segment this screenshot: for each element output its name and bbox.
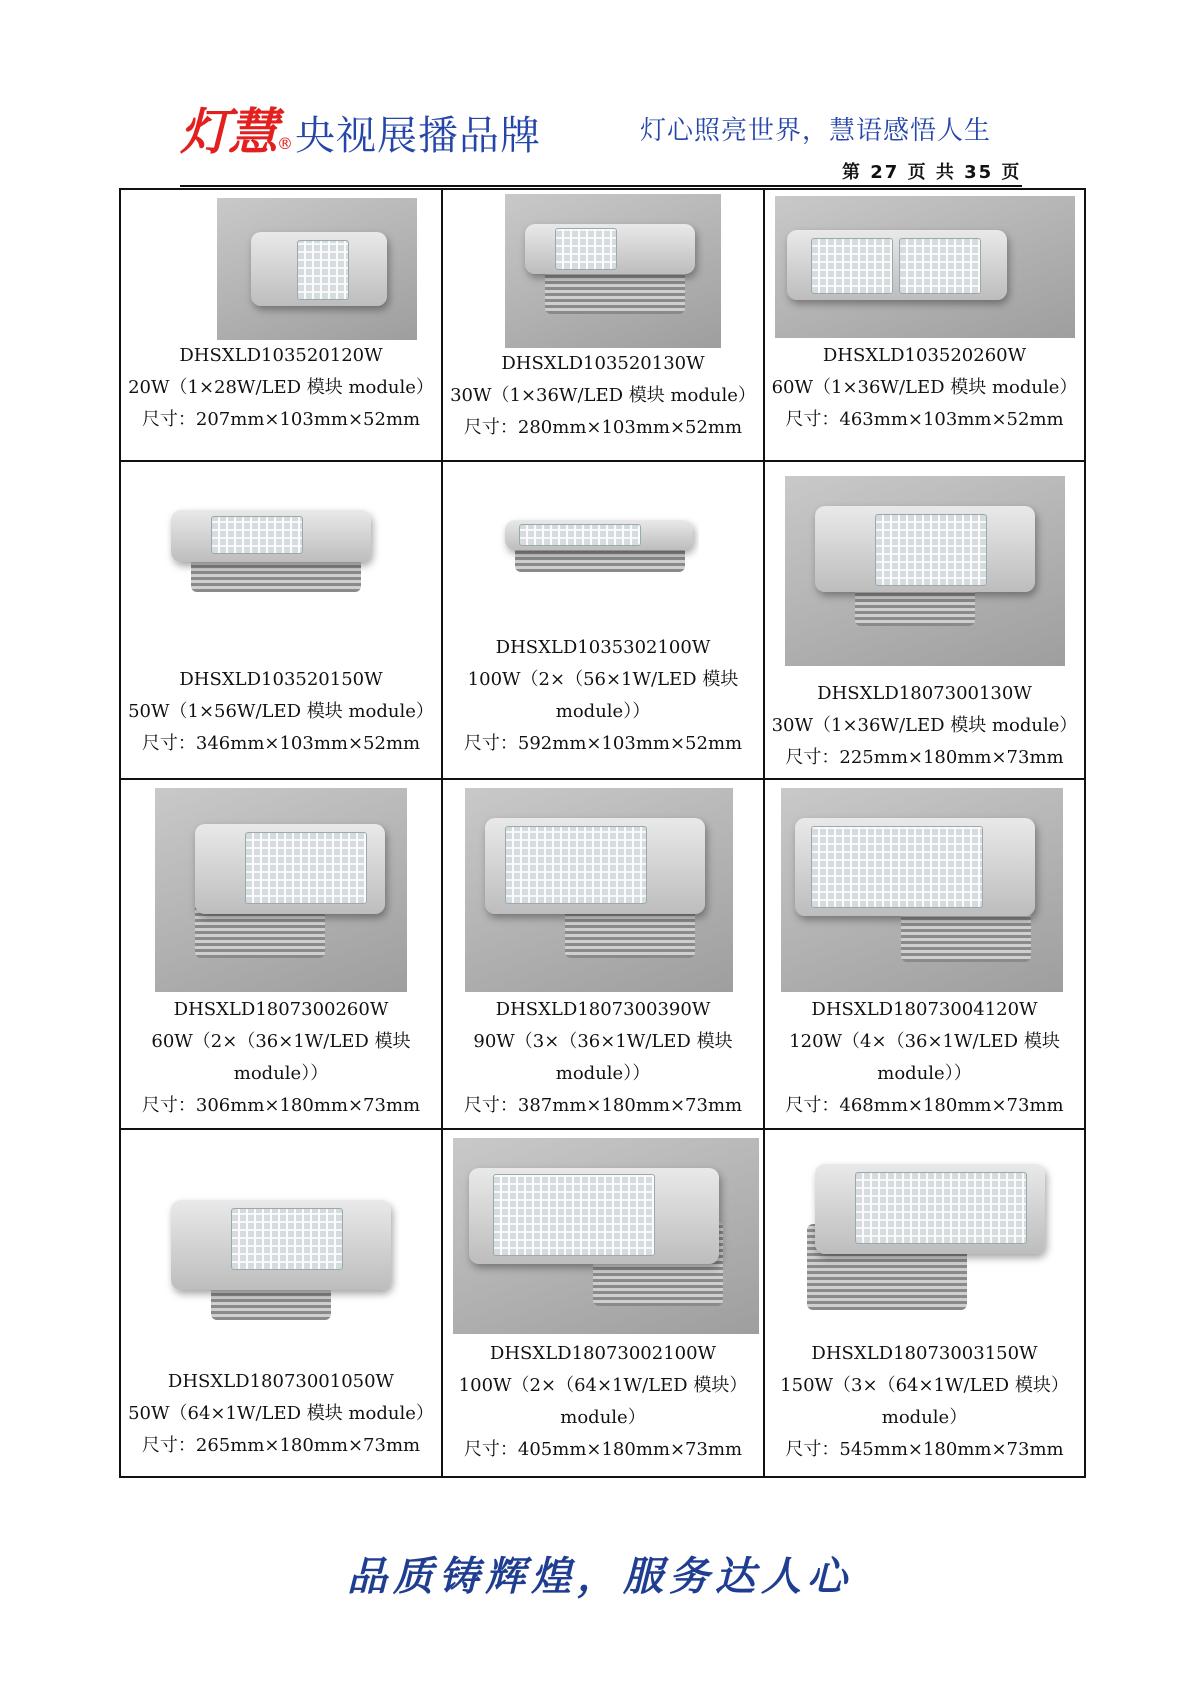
product-photo <box>795 1144 1055 1324</box>
product-model: DHSXLD1807300390W <box>495 999 711 1020</box>
product-cell <box>764 189 1085 461</box>
product-size: 尺寸：346mm×103mm×52mm <box>141 733 421 754</box>
product-photo <box>499 502 699 602</box>
brand-logo <box>180 92 541 164</box>
product-model: DHSXLD18073001050W <box>167 1371 395 1392</box>
product-photo <box>161 1170 401 1340</box>
product-power: 20W（1×28W/LED 模块 module） <box>128 377 434 398</box>
product-model: DHSXLD1807300260W <box>173 999 389 1020</box>
product-cell <box>120 1129 442 1477</box>
product-power: 100W（2×（64×1W/LED 模块）module） <box>458 1375 748 1428</box>
product-model: DHSXLD103520260W <box>822 345 1027 366</box>
product-size: 尺寸：468mm×180mm×73mm <box>785 1095 1064 1116</box>
header-slogan: 灯心照亮世界，慧语感悟人生 <box>640 116 992 146</box>
product-photo <box>161 492 381 622</box>
product-cell <box>442 461 764 779</box>
product-model: DHSXLD18073004120W <box>811 999 1038 1020</box>
product-power: 50W（1×56W/LED 模块 module） <box>128 701 434 722</box>
product-model: DHSXLD103520150W <box>179 669 383 690</box>
product-power: 120W（4×（36×1W/LED 模块 module）） <box>789 1031 1060 1084</box>
product-photo <box>505 194 721 348</box>
product-size: 尺寸：463mm×103mm×52mm <box>785 409 1064 430</box>
product-cell <box>120 779 442 1129</box>
product-table <box>119 188 1086 1478</box>
product-model: DHSXLD1035302100W <box>495 637 711 658</box>
product-photo <box>155 788 407 992</box>
product-cell <box>442 779 764 1129</box>
product-size: 尺寸：387mm×180mm×73mm <box>463 1095 743 1116</box>
product-size: 尺寸：545mm×180mm×73mm <box>785 1439 1064 1460</box>
product-size: 尺寸：265mm×180mm×73mm <box>141 1435 421 1456</box>
product-cell <box>764 1129 1085 1477</box>
product-size: 尺寸：405mm×180mm×73mm <box>463 1439 743 1460</box>
product-power: 30W（1×36W/LED 模块 module） <box>771 715 1078 736</box>
product-model: DHSXLD103520120W <box>179 345 383 366</box>
product-photo <box>781 788 1063 992</box>
product-power: 60W（2×（36×1W/LED 模块 module）） <box>151 1031 411 1084</box>
product-power: 30W（1×36W/LED 模块 module） <box>450 385 756 406</box>
product-photo <box>465 788 733 992</box>
product-cell <box>442 189 764 461</box>
footer-motto: 品质铸辉煌，服务达人心 <box>347 1554 853 1600</box>
product-cell <box>120 189 442 461</box>
product-size: 尺寸：280mm×103mm×52mm <box>463 417 743 438</box>
brand-subtitle: 央视展播品牌 <box>295 113 541 159</box>
page-header <box>180 92 1040 161</box>
product-size: 尺寸：225mm×180mm×73mm <box>785 747 1064 768</box>
product-model: DHSXLD103520130W <box>501 353 705 374</box>
brand-name: 灯慧 <box>180 103 276 161</box>
product-power: 90W（3×（36×1W/LED 模块 module）） <box>473 1031 733 1084</box>
product-photo <box>217 198 417 340</box>
product-photo <box>785 476 1065 666</box>
product-cell <box>442 1129 764 1477</box>
product-photo <box>775 196 1075 338</box>
header-divider <box>180 185 1022 187</box>
product-power: 50W（64×1W/LED 模块 module） <box>128 1403 434 1424</box>
product-model: DHSXLD18073002100W <box>489 1343 717 1364</box>
product-power: 100W（2×（56×1W/LED 模块 module）） <box>467 669 739 722</box>
product-power: 60W（1×36W/LED 模块 module） <box>771 377 1078 398</box>
registered-mark: ® <box>277 134 293 153</box>
product-size: 尺寸：592mm×103mm×52mm <box>463 733 743 754</box>
product-cell <box>764 779 1085 1129</box>
product-photo <box>453 1138 759 1334</box>
product-size: 尺寸：207mm×103mm×52mm <box>141 409 421 430</box>
product-model: DHSXLD1807300130W <box>817 683 1032 704</box>
product-cell <box>120 461 442 779</box>
product-size: 尺寸：306mm×180mm×73mm <box>141 1095 421 1116</box>
product-model: DHSXLD18073003150W <box>811 1343 1038 1364</box>
product-cell <box>764 461 1085 779</box>
page-number: 第 27 页 共 35 页 <box>842 162 1022 183</box>
product-power: 150W（3×（64×1W/LED 模块）module） <box>780 1375 1069 1428</box>
